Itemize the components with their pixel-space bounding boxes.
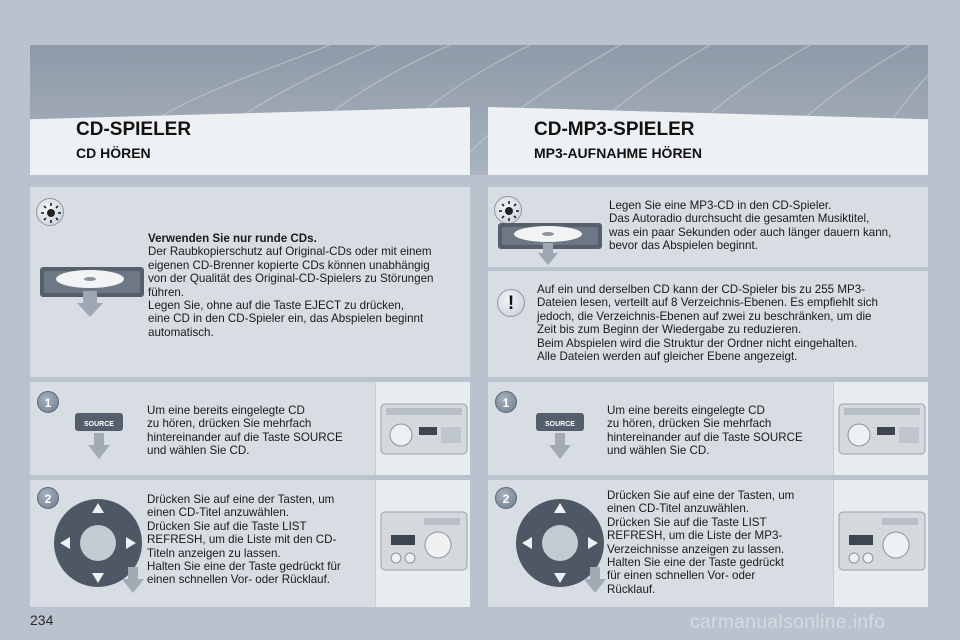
left-title: CD-SPIELER — [76, 119, 192, 140]
radio-photo — [833, 480, 928, 607]
right-title: CD-MP3-SPIELER — [534, 119, 695, 140]
right-step1-text: Um eine bereits eingelegte CD zu hören, drücken Sie mehrfach hintereinander auf die Taste SOURCE und wählen Sie CD. — [607, 404, 803, 458]
left-step1-text: Um eine bereits eingelegte CD zu hören, drücken Sie mehrfach hintereinander auf die Taste SOURCE und wählen Sie CD. — [147, 404, 343, 458]
source-button-icon — [75, 399, 125, 461]
source-button-icon — [536, 399, 586, 461]
watermark: carmanualsonline.info — [690, 612, 886, 633]
right-step2-panel — [488, 480, 928, 607]
left-subtitle: CD HÖREN — [76, 145, 151, 161]
right-step1-panel — [488, 382, 928, 475]
step-number-badge: 1 — [495, 391, 517, 413]
right-intro-text: Legen Sie eine MP3-CD in den CD-Spieler. Das Autoradio durchsucht die gesamten Musiktitel, was ein paar Sekunden oder auch länger dauern kann, bevor das Abspielen beginnt. — [609, 199, 892, 253]
radio-photo — [833, 382, 928, 475]
cd-slot-illustration — [498, 215, 603, 267]
source-button-label: SOURCE — [84, 421, 114, 428]
left-intro-text: Verwenden Sie nur runde CDs. Der Raubkopierschutz auf Original-CDs oder mit einem eigenen CD-Brenner kopierte CDs können unabhängig von der Qualität des Original-CD-Spielers zu Störungen führen. Legen Sie, ohne auf die Taste EJECT zu drücken, eine CD in den CD-Spieler ein, das Abspielen beginnt automatisch. — [148, 232, 466, 339]
step-number-badge: 2 — [495, 487, 517, 509]
cd-slot-illustration — [40, 257, 145, 319]
right-warning-text: Auf ein und derselben CD kann der CD-Spieler bis zu 255 MP3- Dateien lesen, verteilt auf 8 Verzeichnis-Ebenen. Es empfiehlt sich jedoch, die Verzeichnis-Ebenen auf zwei zu beschränken, um die Zeit bis zum Beginn der Wiedergabe zu reduzieren. Beim Abspielen wird die Struktur der Ordner nicht eingehalten. Alle Dateien werden auf gleicher Ebene angezeigt. — [537, 283, 878, 364]
step-number-badge: 1 — [37, 391, 59, 413]
left-step1-panel — [30, 382, 470, 475]
radio-photo — [375, 382, 470, 475]
source-button-label: SOURCE — [545, 421, 575, 428]
intro-heading: Verwenden Sie nur runde CDs. — [148, 232, 317, 245]
right-step2-text: Drücken Sie auf eine der Tasten, um einen CD-Titel anzuwählen. Drücken Sie auf die Taste LIST REFRESH, um die Liste der MP3- Verzeichnisse anzeigen zu lassen. Halten Sie eine der Taste gedrückt für einen schnellen Vor- oder Rücklauf. — [607, 489, 795, 596]
radio-photo — [375, 480, 470, 607]
step-number-badge: 2 — [37, 487, 59, 509]
sun-light-icon — [36, 198, 64, 226]
left-step2-panel — [30, 480, 470, 607]
left-step2-text: Drücken Sie auf eine der Tasten, um einen CD-Titel anzuwählen. Drücken Sie auf die Taste LIST REFRESH, um die Liste mit den CD- Titeln anzeigen zu lassen. Halten Sie eine der Taste gedrückt für einen schnellen Vor- oder Rücklauf. — [147, 493, 341, 587]
exclamation-icon: ! — [497, 289, 525, 317]
page-number: 234 — [30, 612, 54, 628]
navigation-arrows-icon — [50, 495, 150, 595]
right-subtitle: MP3-AUFNAHME HÖREN — [534, 145, 702, 161]
right-intro-panel — [488, 187, 928, 267]
right-warning-panel — [488, 271, 928, 377]
left-intro-panel — [30, 187, 470, 377]
navigation-arrows-icon — [512, 495, 612, 595]
